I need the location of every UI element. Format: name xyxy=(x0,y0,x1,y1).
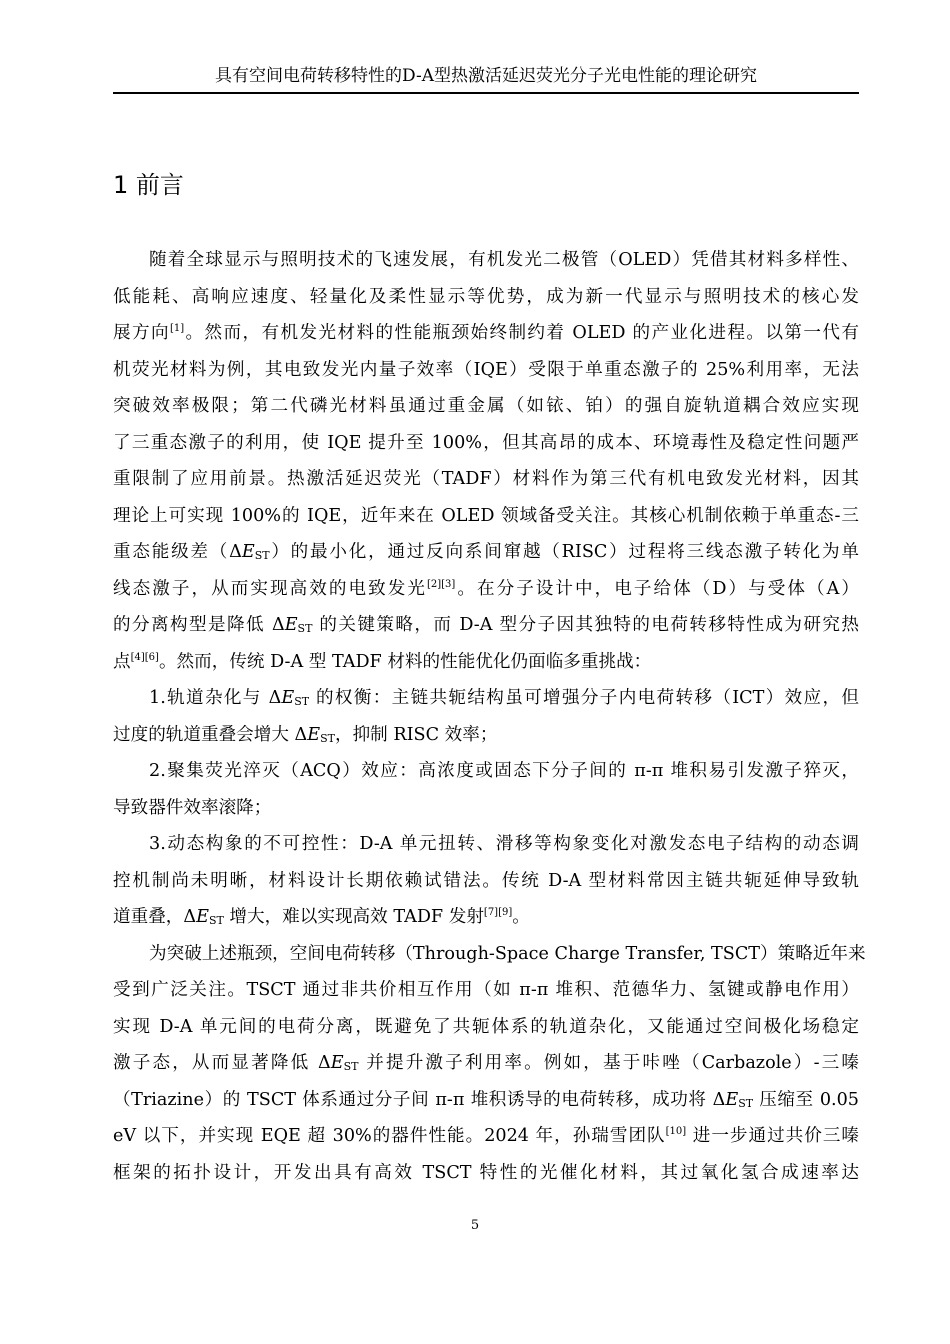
body-text xyxy=(113,244,866,1193)
text-line: 实现 D-A 单元间的电荷分离，既避免了共轭体系的轨道杂化，又能通过空间极化场稳定 xyxy=(113,1016,859,1037)
page-number: 5 xyxy=(470,1218,480,1233)
text-line: 1.轨道杂化与 ΔEST 的权衡：主链共轭结构虽可增强分子内电荷转移（ICT）效应，但 xyxy=(149,688,859,708)
text-line: 3.动态构象的不可控性：D-A 单元扭转、滑移等构象变化对激发态电子结构的动态调 xyxy=(149,834,859,854)
running-header: 具有空间电荷转移特性的D-A型热激活延迟荧光分子光电性能的理论研究 xyxy=(215,66,757,86)
text-line: 点[4][6]。然而，传统 D-A 型 TADF 材料的性能优化仍面临多重挑战： xyxy=(113,651,652,672)
text-line: 的分离构型是降低 ΔEST 的关键策略，而 D-A 型分子因其独特的电荷转移特性成为研究热 xyxy=(113,615,859,635)
text-line: 线态激子，从而实现高效的电致发光[2][3]。在分子设计中，电子给体（D）与受体（A） xyxy=(113,578,859,599)
text-line: 机荧光材料为例，其电致发光内量子效率（IQE）受限于单重态激子的 25%利用率，无法 xyxy=(113,359,859,380)
text-line: 导致器件效率滚降； xyxy=(113,797,272,818)
text-line: 受到广泛关注。TSCT 通过非共价相互作用（如 π-π 堆积、范德华力、氢键或静电作用） xyxy=(113,980,859,1000)
text-line: 为突破上述瓶颈，空间电荷转移（Through-Space Charge Transfer, TSCT）策略近年来 xyxy=(149,943,866,964)
section-title: 1 前言 xyxy=(113,171,184,199)
text-line: 控机制尚未明晰，材料设计长期依赖试错法。传统 D-A 型材料常因主链共轭延伸导致轨 xyxy=(113,870,859,891)
text-line: 框架的拓扑设计，开发出具有高效 TSCT 特性的光催化材料，其过氧化氢合成速率达 xyxy=(113,1162,859,1183)
text-line: 了三重态激子的利用，使 IQE 提升至 100%，但其高昂的成本、环境毒性及稳定性问题严 xyxy=(113,432,859,453)
text-line: 展方向[1]。然而，有机发光材料的性能瓶颈始终制约着 OLED 的产业化进程。以第一代有 xyxy=(113,323,859,343)
text-line: eV 以下，并实现 EQE 超 30%的器件性能。2024 年，孙瑞雪团队[10] 进一步通过共价三嗪 xyxy=(113,1126,860,1146)
text-line: 激子态，从而显著降低 ΔEST 并提升激子利用率。例如，基于咔唑（Carbazole）-三嗪 xyxy=(113,1053,859,1073)
text-line: （Triazine）的 TSCT 体系通过分子间 π-π 堆积诱导的电荷转移，成功将 ΔEST 压缩至 0.05 xyxy=(113,1089,859,1110)
text-line: 重限制了应用前景。热激活延迟荧光（TADF）材料作为第三代有机电致发光材料，因其 xyxy=(113,469,859,489)
text-line: 过度的轨道重叠会增大 ΔEST，抑制 RISC 效率； xyxy=(113,724,498,745)
text-line: 道重叠，ΔEST 增大，难以实现高效 TADF 发射[7][9]。 xyxy=(113,907,530,927)
text-line: 突破效率极限；第二代磷光材料虽通过重金属（如铱、铂）的强自旋轨道耦合效应实现 xyxy=(113,396,859,416)
text-line: 理论上可实现 100%的 IQE，近年来在 OLED 领域备受关注。其核心机制依赖于单重态-三 xyxy=(113,505,859,526)
text-line: 重态能级差（ΔEST）的最小化，通过反向系间窜越（RISC）过程将三线态激子转化为单 xyxy=(113,542,859,562)
header-divider xyxy=(113,92,859,94)
text-line: 随着全球显示与照明技术的飞速发展，有机发光二极管（OLED）凭借其材料多样性、 xyxy=(149,250,859,270)
text-line: 低能耗、高响应速度、轻量化及柔性显示等优势，成为新一代显示与照明技术的核心发 xyxy=(113,286,859,307)
text-line: 2.聚集荧光淬灭（ACQ）效应：高浓度或固态下分子间的 π-π 堆积易引发激子猝灭， xyxy=(149,761,859,781)
